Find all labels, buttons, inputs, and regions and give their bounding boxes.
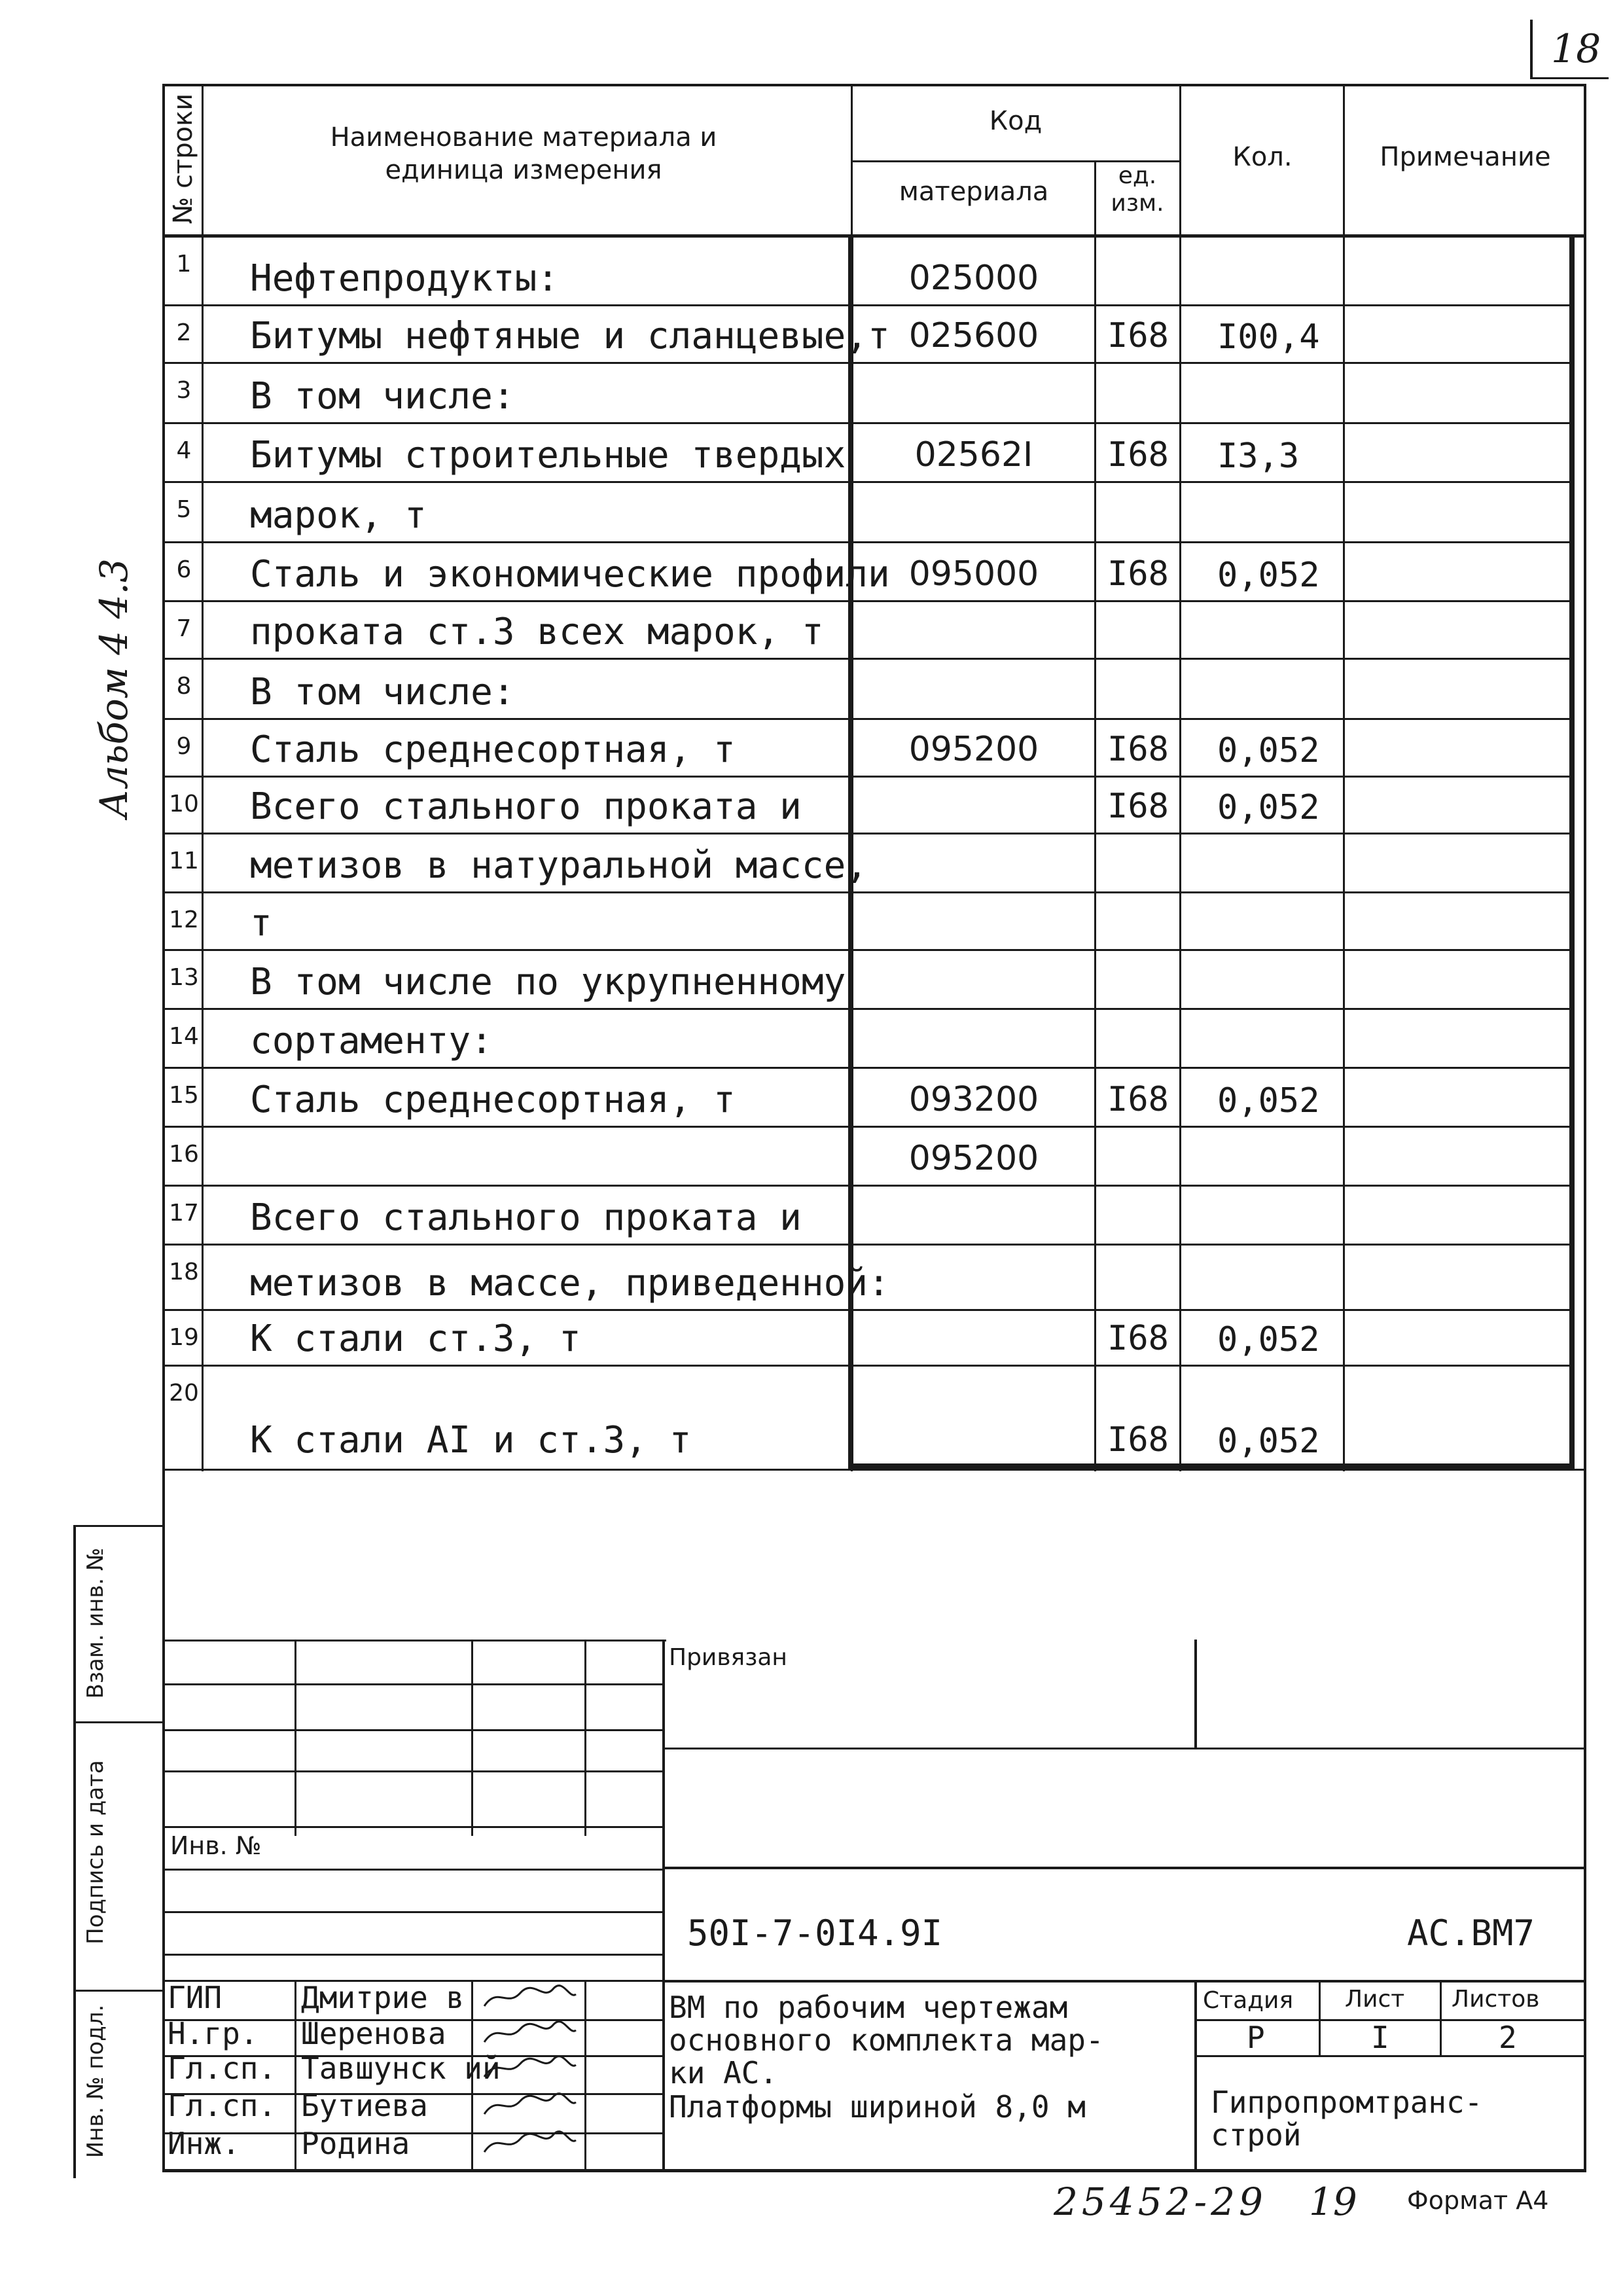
page-number: 18 <box>1551 26 1601 72</box>
row-qty: 0,052 <box>1217 1320 1320 1359</box>
header-code: Код <box>989 106 1043 136</box>
row-qty: 0,052 <box>1217 731 1320 770</box>
format-label: Формат А4 <box>1407 2186 1549 2215</box>
row-number: 20 <box>169 1380 199 1407</box>
stage-label: Стадия <box>1203 1987 1294 2014</box>
description-line-3: ки АС. <box>669 2055 778 2090</box>
row-qty: 0,052 <box>1217 788 1320 827</box>
row-name: В том числе по укрупненному <box>250 961 846 1003</box>
row-name: Сталь среднесортная, т <box>250 728 736 771</box>
row-number: 1 <box>176 251 192 278</box>
signer-role: Н.гр. <box>168 2016 259 2051</box>
row-number: 16 <box>169 1141 199 1168</box>
row-unit: I68 <box>1107 730 1169 769</box>
row-name: проката ст.3 всех марок, т <box>250 611 824 653</box>
row-number: 17 <box>169 1200 199 1227</box>
row-qty: 0,052 <box>1217 1422 1320 1461</box>
header-code-unit: ед. изм. <box>1111 162 1164 217</box>
row-number: 12 <box>169 906 199 933</box>
row-name: т <box>250 902 272 944</box>
description-line-2: основного комплекта мар- <box>669 2022 1104 2058</box>
header-row-no: № строки <box>168 93 198 224</box>
row-number: 2 <box>176 319 192 346</box>
row-number: 8 <box>176 673 192 700</box>
row-code: 025000 <box>908 259 1039 298</box>
row-name: К стали АI и ст.3, т <box>250 1419 692 1462</box>
row-number: 11 <box>169 848 199 874</box>
signer-role: Гл.сп. <box>168 2051 277 2086</box>
header-qty: Кол. <box>1232 142 1293 172</box>
album-label: Альбом 4 4.3 <box>92 558 136 818</box>
signer-name: Дмитрие в <box>301 1980 465 2015</box>
signer-name: Родина <box>301 2126 410 2161</box>
row-number: 13 <box>169 964 199 991</box>
signer-role: Гл.сп. <box>168 2088 277 2123</box>
row-qty: I3,3 <box>1217 437 1300 476</box>
signer-role: Инж. <box>168 2126 240 2161</box>
inv-no-label: Инв. № <box>170 1831 262 1860</box>
row-name: Всего стального проката и <box>250 785 802 828</box>
signer-name: Бутиева <box>301 2088 428 2123</box>
stamp-podpis: Подпись и дата <box>82 1760 109 1945</box>
signature-scribble <box>481 2127 579 2161</box>
row-name: Битумы строительные твердых <box>250 434 846 476</box>
row-number: 5 <box>176 496 192 523</box>
handwritten-number-2: 19 <box>1309 2179 1357 2224</box>
row-name: Битумы нефтяные и сланцевые,т <box>250 315 890 357</box>
sheets-value: 2 <box>1499 2020 1517 2055</box>
row-unit: I68 <box>1107 1080 1169 1119</box>
row-unit: I68 <box>1107 1420 1169 1460</box>
row-name: сортаменту: <box>250 1020 493 1062</box>
doc-mark: АС.ВМ7 <box>1407 1912 1535 1954</box>
row-code: 095200 <box>908 730 1039 769</box>
sheet-label: Лист <box>1345 1986 1405 2013</box>
row-number: 7 <box>176 615 192 642</box>
privyazan-label: Привязан <box>669 1644 787 1671</box>
sheets-label: Листов <box>1452 1986 1540 2013</box>
row-name: В том числе: <box>250 375 515 418</box>
row-name: марок, т <box>250 494 427 537</box>
row-unit: I68 <box>1107 787 1169 826</box>
row-number: 15 <box>169 1082 199 1109</box>
row-unit: I68 <box>1107 435 1169 475</box>
row-name: метизов в массе, приведенной: <box>250 1262 890 1304</box>
row-name: Сталь среднесортная, т <box>250 1079 736 1121</box>
row-number: 9 <box>176 733 192 760</box>
description-line-4: Платформы шириной 8,0 м <box>669 2089 1086 2125</box>
description-line-1: ВМ по рабочим чертежам <box>669 1990 1068 2025</box>
row-code: 025600 <box>908 316 1039 355</box>
row-number: 10 <box>169 791 199 817</box>
row-code: 095200 <box>908 1139 1039 1178</box>
row-name: метизов в натуральной массе, <box>250 844 868 887</box>
row-name: Нефтепродукты: <box>250 257 560 300</box>
row-unit: I68 <box>1107 1319 1169 1358</box>
header-name: Наименование материала и единица измерения <box>330 122 717 185</box>
stamp-inv-podl: Инв. № подл. <box>82 2004 109 2159</box>
signature-scribble <box>481 1981 579 2015</box>
row-name: К стали ст.3, т <box>250 1318 581 1360</box>
handwritten-number: 25452-29 <box>1054 2179 1267 2224</box>
stage-value: Р <box>1247 2020 1265 2055</box>
header-code-material: материала <box>899 177 1049 207</box>
row-name: Сталь и экономические профили <box>250 553 890 596</box>
row-code: 095000 <box>908 554 1039 594</box>
row-name: Всего стального проката и <box>250 1196 802 1239</box>
row-code: 093200 <box>908 1080 1039 1119</box>
row-number: 3 <box>176 377 192 404</box>
signer-role: ГИП <box>168 1980 223 2015</box>
row-number: 18 <box>169 1259 199 1285</box>
signature-scribble <box>481 2017 579 2051</box>
row-code: 02562I <box>914 435 1033 475</box>
signature-scribble <box>481 2052 579 2086</box>
row-unit: I68 <box>1107 554 1169 594</box>
row-number: 14 <box>169 1023 199 1050</box>
organization-line-2: строй <box>1211 2117 1302 2153</box>
signature-scribble <box>481 2089 579 2123</box>
organization-line-1: Гипропромтранс- <box>1211 2085 1483 2120</box>
signer-name: Шеренова <box>301 2016 446 2051</box>
row-number: 6 <box>176 556 192 583</box>
row-qty: 0,052 <box>1217 1081 1320 1121</box>
sheet-value: I <box>1371 2020 1389 2055</box>
row-unit: I68 <box>1107 316 1169 355</box>
row-qty: I00,4 <box>1217 317 1320 357</box>
doc-code: 50I-7-0I4.9I <box>687 1912 943 1954</box>
row-name: В том числе: <box>250 671 515 713</box>
row-qty: 0,052 <box>1217 556 1320 595</box>
signer-name: Тавшунск ий <box>301 2051 501 2086</box>
row-number: 19 <box>169 1324 199 1351</box>
stamp-vzam: Взам. инв. № <box>82 1547 109 1699</box>
header-note: Примечание <box>1380 142 1551 172</box>
row-number: 4 <box>176 437 192 464</box>
